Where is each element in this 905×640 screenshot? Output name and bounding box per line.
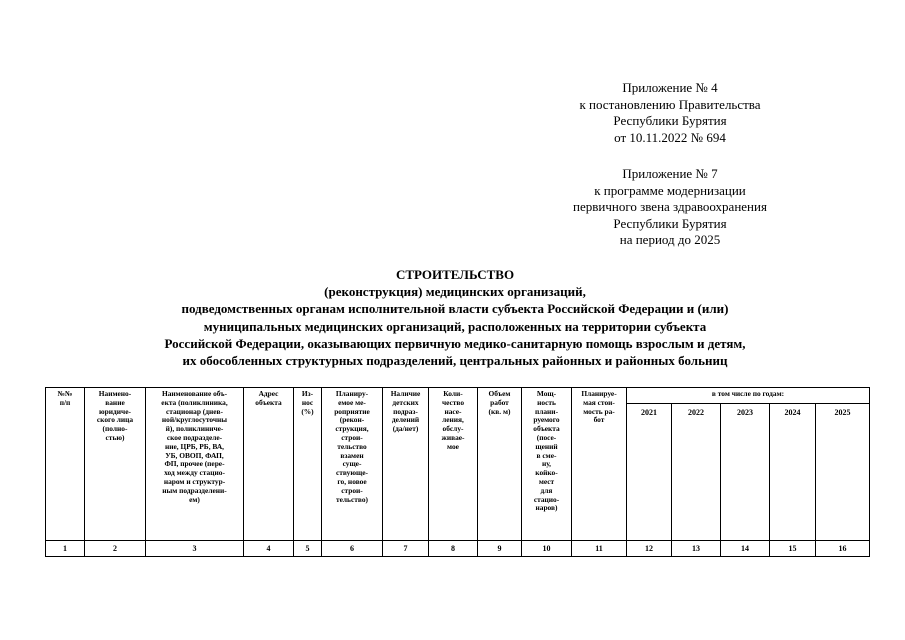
column-number-cell: 14: [721, 541, 770, 557]
column-number-row: [46, 541, 870, 557]
column-number-cell: 10: [522, 541, 572, 557]
year-header-cell: 2021: [627, 404, 672, 541]
title-line: муниципальных медицинских организаций, расположенных на территории субъекта: [203, 318, 707, 334]
column-number-cell: 16: [816, 541, 870, 557]
header-cell: Адрес объекта: [244, 388, 294, 541]
appendix-7-line: Республики Бурятия: [613, 215, 727, 231]
header-cell: Наличие детских подраз- делений (да/нет): [383, 388, 429, 541]
appendix-4-block: [520, 80, 820, 146]
header-cell: Мощ- ность плани- руемого объекта (посе- щений в сме- ну, койко- мест для стацио- наров): [522, 388, 572, 541]
column-number-cell: 4: [244, 541, 294, 557]
year-header-cell: 2025: [816, 404, 870, 541]
column-number-cell: 13: [672, 541, 721, 557]
column-number-cell: 7: [383, 541, 429, 557]
appendix-7-line: Приложение № 7: [622, 166, 718, 181]
column-number-cell: 2: [85, 541, 146, 557]
title-line: (реконструкция) медицинских организаций,: [324, 284, 586, 300]
appendix-7-line: на период до 2025: [619, 232, 721, 247]
header-cell: №№ п/п: [46, 388, 85, 541]
header-cell: Из- нос (%): [294, 388, 322, 541]
year-header-cell: 2024: [770, 404, 816, 541]
year-header-cell: 2023: [721, 404, 770, 541]
header-row: [46, 388, 870, 404]
appendix-4-line: Республики Бурятия: [613, 113, 727, 128]
year-header-cell: 2022: [672, 404, 721, 541]
appendix-7-line: первичного звена здравоохранения: [573, 199, 767, 214]
column-number-cell: 9: [478, 541, 522, 557]
years-group-header: в том числе по годам:: [627, 388, 870, 404]
construction-table: [45, 387, 870, 557]
header-cell: Наимено- вание юридиче- ского лица (полно- стью): [85, 388, 146, 541]
header-cell: Планиру- емое ме- роприятие (рекон- струкция, строи- тельство взамен суще- ствующе- го, новое строи- тельство): [322, 388, 383, 541]
appendix-4-line: от 10.11.2022 № 694: [614, 129, 726, 145]
title-line: СТРОИТЕЛЬСТВО: [395, 267, 515, 282]
title-line: Российской Федерации, оказывающих первичную медико-санитарную помощь взрослым и детям,: [164, 335, 746, 351]
header-cell: Коли- чество насе- ления, обслу- живае- мое: [429, 388, 478, 541]
column-number-cell: 1: [46, 541, 85, 557]
appendix-7-block: [520, 166, 820, 249]
title-line: подведомственных органам исполнительной власти субъекта Российской Федерации и (или): [181, 301, 729, 317]
document-title: [40, 266, 870, 369]
column-number-cell: 5: [294, 541, 322, 557]
column-number-cell: 15: [770, 541, 816, 557]
appendix-7-line: к программе модернизации: [594, 182, 746, 198]
column-number-cell: 3: [146, 541, 244, 557]
column-number-cell: 6: [322, 541, 383, 557]
column-number-cell: 12: [627, 541, 672, 557]
header-cell: Объем работ (кв. м): [478, 388, 522, 541]
header-cell: Наименование объ- екта (поликлиника, стационар (днев- ной/круглосуточны й), поликлиниче- ское подразделе- ние, ЦРБ, РБ, ВА, УБ, ОВОП, ФАП, ФП, прочее (пере- ход между стацио- наром и структур- ным подразделени- ем): [146, 388, 244, 541]
column-number-cell: 11: [572, 541, 627, 557]
header-cell: Планируе- мая стои- мость ра- бот: [572, 388, 627, 541]
column-number-cell: 8: [429, 541, 478, 557]
appendix-4-line: Приложение № 4: [622, 80, 718, 95]
title-line: их обособленных структурных подразделений, центральных районных и районных больниц: [182, 353, 728, 369]
appendix-4-line: к постановлению Правительства: [579, 96, 761, 112]
